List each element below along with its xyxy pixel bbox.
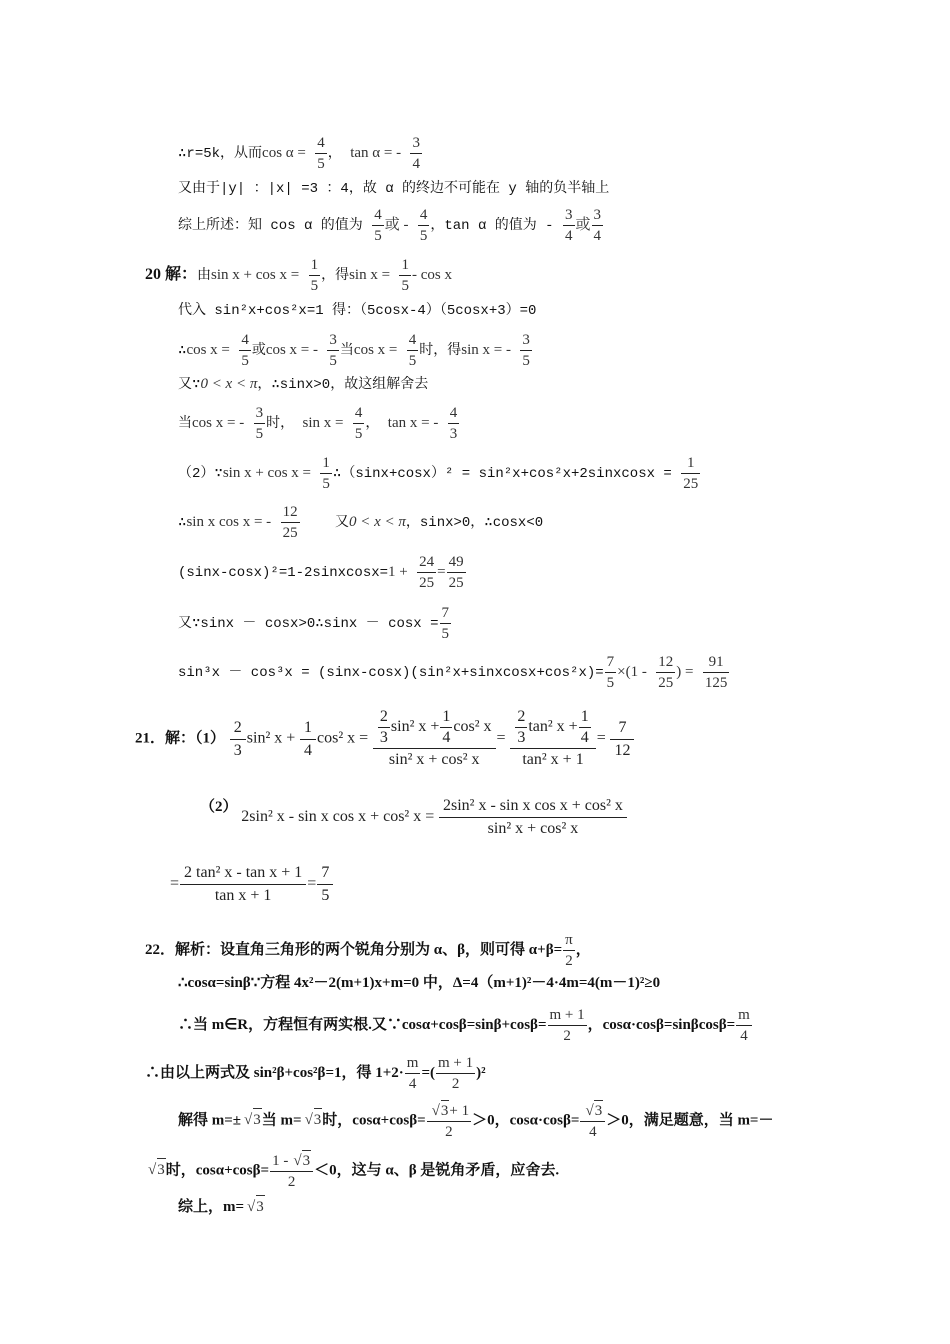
compound-fraction: $\frac{2}{3}$ sin² x + $\frac{1}{4}$ cos² x sin² x + cos² x [373, 707, 496, 771]
text: 解得 m=± [178, 1112, 242, 1129]
text: 当 [178, 416, 192, 433]
fraction: $\frac{4}{5}$ [317, 135, 325, 172]
fraction: $\frac{4}{5}$ [419, 207, 428, 244]
text: )² [476, 1064, 486, 1081]
fraction: √ $\frac{3}{4}$ [580, 1100, 605, 1142]
math: sin² x + [246, 729, 296, 747]
text: ∴当 m∈R，方程恒有两实根.又∵cosα+cosβ=sinβ+cosβ= [178, 1016, 547, 1033]
compound-fraction: $\frac{2}{3}$ tan² x + $\frac{1}{4}$ tan² x + 1 [510, 707, 595, 771]
s20-line4 [178, 373, 428, 396]
fraction: $\frac{3}{4}$ [412, 135, 420, 172]
fraction: $\frac{m}{4}$ [738, 1007, 750, 1044]
text: 又 [334, 515, 349, 532]
fraction: $\frac{2}{3}$ [379, 708, 388, 746]
s22-line2: ∴cosα=sinβ∵方程 4x²－2(m+1)x+m=0 中，Δ=4（m+1)²－4·4m=4(m－1)²≥0 [178, 975, 661, 991]
text: 综上所述：知 cos α 的值为 [178, 218, 363, 235]
s21-part3 [170, 862, 334, 907]
s22-line7 [178, 1195, 265, 1218]
text: ＞0，cosα·cosβ= [472, 1112, 580, 1129]
fraction: $\frac{7}{5}$ [317, 862, 333, 907]
text: ，∴sinx>0，故这组解舍去 [257, 377, 429, 393]
text: ∴由以上两式及 sin²β+cos²β=1，得 1+2· [145, 1064, 404, 1081]
fraction: $\frac{3}{4}$ [565, 207, 573, 244]
fraction: $\frac{3}{4}$ [593, 207, 602, 244]
text: ∴ [178, 343, 187, 360]
fraction: $\frac{\text{2sin² x - sin x cos x + cos² x}}{\text{sin² x + cos² x}}$ [439, 795, 627, 840]
fraction: √ $\frac{3+ 1}{2}$ [427, 1100, 471, 1142]
fraction: $\frac{1}{5}$ [322, 455, 330, 492]
fraction: $\frac{m}{4}$ [406, 1055, 419, 1092]
text: 时，cosα+cosβ= [322, 1112, 426, 1129]
text: ∴r=5k，从而 [178, 146, 263, 163]
text: 又∵ [178, 377, 201, 393]
section-label: 21．解：（1） [135, 730, 226, 747]
fraction: $\frac{m + 1}{2}$ [549, 1007, 585, 1044]
text: ＞0，满足题意，当 m=－ [606, 1112, 774, 1129]
fraction: $\frac{1}{4}$ [442, 708, 451, 746]
text: (sinx-cosx)²=1-2sinxcosx= [178, 565, 389, 582]
math: 2sin² x - sin x cos x + cos² x = [241, 807, 435, 825]
fraction: $\frac{12}{25}$ [658, 654, 674, 691]
fraction: $\frac{4}{5}$ [354, 405, 363, 442]
s20-line8 [178, 552, 467, 593]
s19-line3 [178, 205, 604, 246]
math: = [170, 874, 180, 892]
text: 时，cosα+cosβ= [165, 1162, 270, 1179]
fraction: $\frac{49}{25}$ [448, 554, 464, 591]
text: ，cosα·cosβ=sinβcosβ= [587, 1016, 736, 1033]
sqrt: √ 3 [256, 1195, 265, 1218]
text: 或 [251, 343, 266, 360]
math: sin x + cos x = [222, 465, 312, 482]
text: 或 [575, 217, 591, 234]
text: ∴（sinx+cosx）² = sin²x+cos²x+2sinxcosx = [332, 466, 672, 483]
text: ＜0，这与 α、β 是锐角矛盾，应舍去. [314, 1162, 560, 1179]
math: cos α = [262, 145, 306, 162]
math: sin x = [302, 415, 344, 432]
text: ，得 [321, 268, 350, 285]
fraction: $\frac{1}{4}$ [300, 717, 316, 762]
math: = [496, 729, 506, 747]
fraction: $\frac{24}{25}$ [419, 554, 435, 591]
s22-line3 [178, 1005, 753, 1046]
math: ) = [676, 664, 694, 681]
s21-part1 [135, 707, 635, 771]
math: tan x = - [387, 415, 439, 432]
math: cos x = - [265, 342, 319, 359]
text: 综上，m= [178, 1199, 245, 1215]
fraction: $\frac{3}{5}$ [329, 332, 337, 369]
s20-line3 [178, 330, 533, 371]
s22-line6 [145, 1150, 559, 1192]
text: 或 - [384, 217, 409, 234]
text: 当 [339, 343, 354, 360]
text: ， [327, 146, 342, 163]
text: ，sinx>0，∴cosx<0 [405, 515, 544, 532]
text: ，tan α 的值为 - [430, 218, 554, 235]
fraction: $\frac{1}{4}$ [580, 708, 589, 746]
fraction: $\frac{2}{3}$ [517, 708, 526, 746]
fraction: $\frac{7}{12}$ [610, 717, 634, 762]
fraction: $\frac{1 -√ 3}{2}$ [270, 1150, 313, 1192]
s20-line2: 代入 sin²x+cos²x=1 得：（5cosx-4）（5cosx+3）=0 [178, 303, 537, 319]
math: = [596, 729, 606, 747]
math: - cos x [411, 267, 452, 284]
s22-line4 [145, 1053, 486, 1094]
text: 由 [197, 268, 212, 285]
text: 22．解析：设直角三角形的两个锐角分别为 α、β，则可得 α+β= [145, 941, 563, 958]
fraction: $\frac{m + 1}{2}$ [438, 1055, 474, 1092]
text: ∴ [178, 515, 187, 532]
fraction: $\frac{91}{125}$ [704, 654, 728, 691]
fraction: $\frac{1}{25}$ [683, 455, 699, 492]
fraction: $\frac{2}{3}$ [230, 717, 246, 762]
fraction: $\frac{1}{5}$ [401, 257, 409, 294]
s20-line7 [178, 502, 543, 543]
fraction: $\frac{1}{5}$ [310, 257, 319, 294]
s20-line1 [145, 255, 452, 296]
math: cos x = [186, 342, 230, 359]
fraction: $\frac{4}{5}$ [241, 332, 249, 369]
math: cos x = [353, 342, 398, 359]
fraction: $\frac{3}{5}$ [255, 405, 264, 442]
section-label: 20 解： [145, 266, 198, 284]
s21-part2 [200, 785, 628, 837]
text: （2）∵ [178, 466, 223, 483]
fraction: $\frac{3}{5}$ [522, 332, 530, 369]
sqrt: √ 3 [253, 1108, 262, 1131]
s20-line10 [178, 652, 730, 693]
s19-line2: 又由于|y| ：|x| =3 ：4，故 α 的终边不可能在 y 轴的负半轴上 [178, 181, 610, 197]
math: 0 < x < π [200, 376, 258, 392]
s20-line5 [178, 403, 460, 444]
fraction: $\frac{\text{2 tan² x - tan x + 1}}{\text{tan x + 1}}$ [180, 862, 306, 907]
math: = [307, 874, 317, 892]
math: sin x cos x = - [186, 514, 272, 531]
math: cos x = - [192, 415, 245, 432]
math: = [437, 564, 446, 581]
fraction: $\frac{\pi}{2}$ [565, 932, 573, 969]
text: 时，得 [419, 343, 462, 360]
fraction: $\frac{7}{5}$ [441, 605, 449, 642]
math: 0 < x < π [348, 514, 406, 531]
math: sin x = [349, 267, 391, 284]
fraction: $\frac{7}{5}$ [606, 654, 615, 691]
text: ， [365, 416, 380, 433]
sqrt: √ 3 [314, 1108, 323, 1131]
s22-line1 [145, 930, 591, 971]
text: 当 m= [261, 1112, 302, 1129]
text: =( [421, 1064, 436, 1081]
s20-line6 [178, 453, 701, 494]
math: tan α = - [350, 145, 402, 162]
math: sin x + cos x = [211, 267, 300, 284]
text: sin³x － cos³x = (sinx-cosx)(sin²x+sinxcosx+cos²x)= [178, 665, 604, 682]
fraction: $\frac{12}{25}$ [282, 504, 298, 541]
s22-line5 [178, 1100, 773, 1142]
sqrt: √ 3 [157, 1158, 166, 1181]
part-label: （2） [200, 798, 238, 815]
text: 时， [266, 416, 295, 433]
fraction: $\frac{4}{3}$ [449, 405, 458, 442]
math: 1 + [388, 564, 408, 581]
math: ×(1 - [617, 664, 647, 681]
s20-line9 [178, 603, 452, 644]
text: ， [575, 941, 591, 958]
fraction: $\frac{4}{5}$ [408, 332, 417, 369]
math: sin x = - [461, 342, 512, 359]
s19-line1 [178, 133, 423, 174]
text: 又∵sinx － cosx>0∴sinx － cosx = [178, 616, 439, 633]
fraction: $\frac{4}{5}$ [374, 207, 382, 244]
math: cos² x = [317, 729, 369, 747]
